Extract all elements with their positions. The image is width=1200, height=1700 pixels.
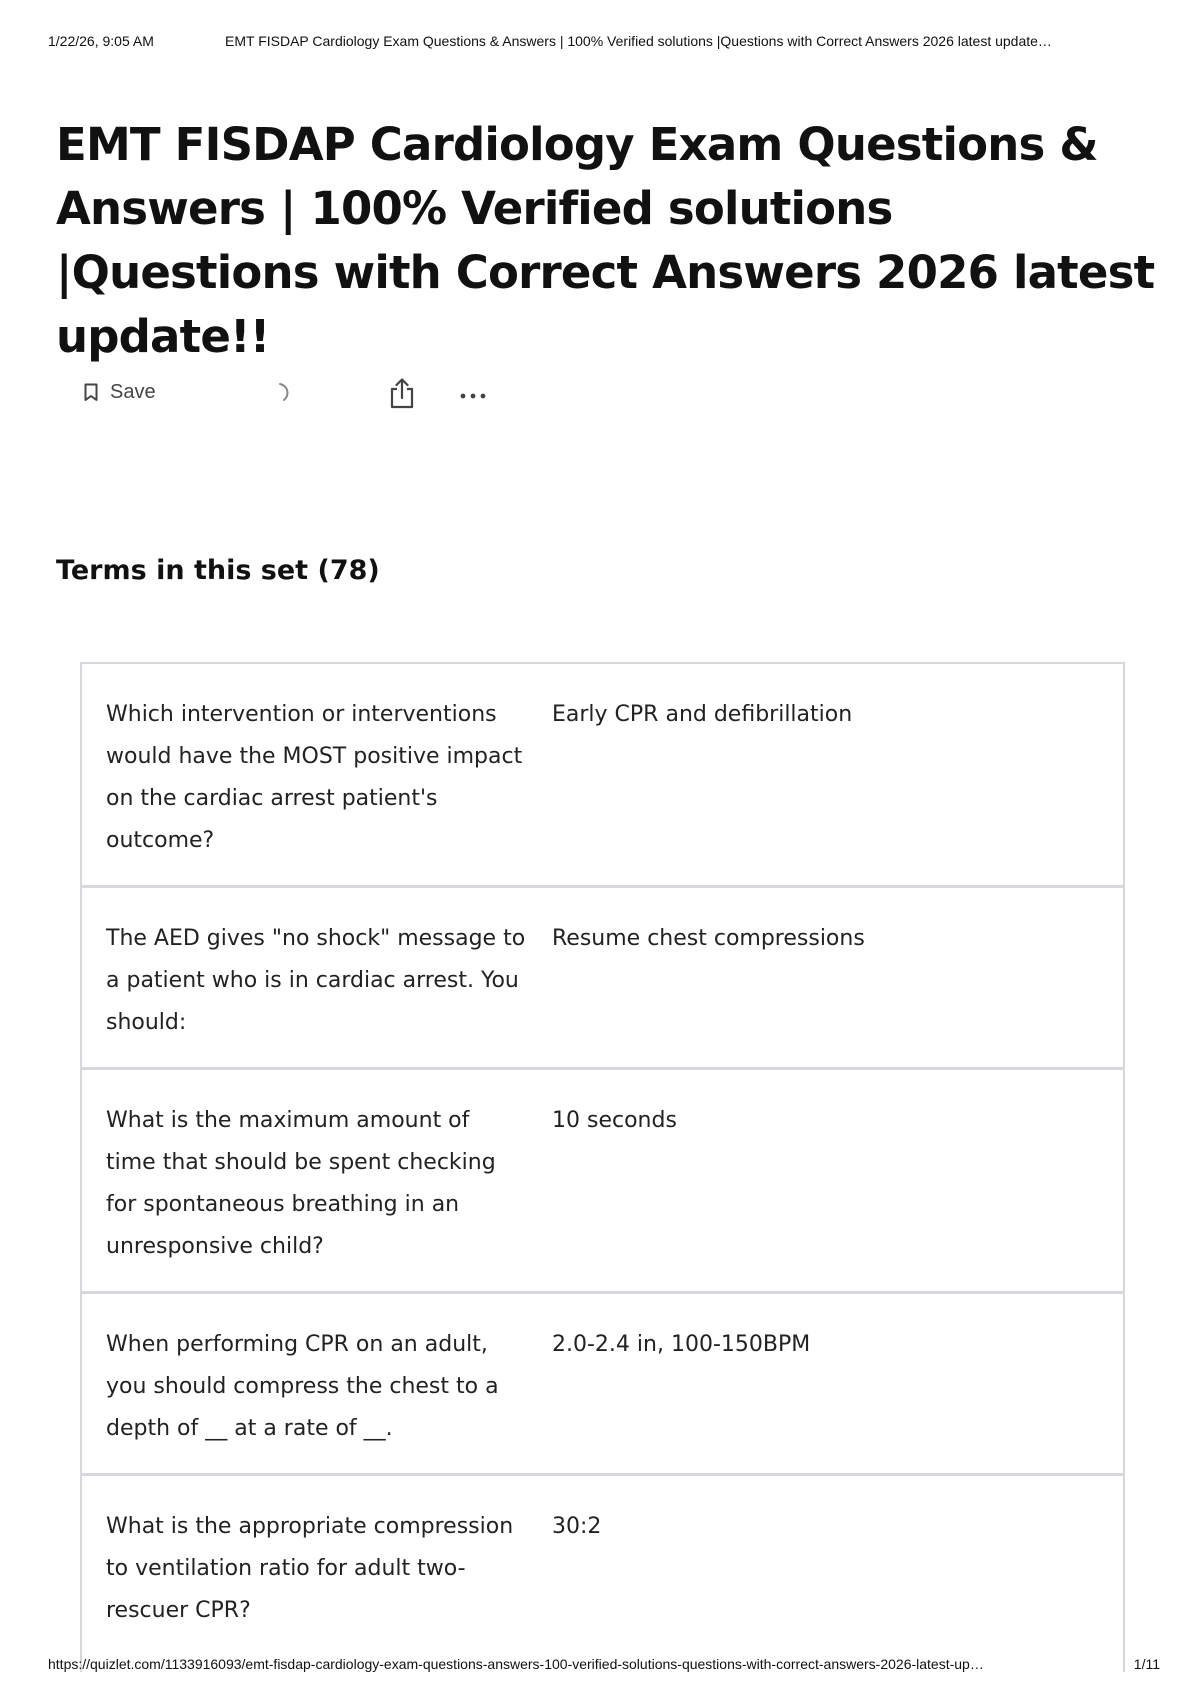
term-row (82, 1476, 1123, 1674)
page-title: EMT FISDAP Cardiology Exam Questions & Answers | 100% Verified solutions |Questions with Correct Answers 2026 latest update!! (56, 118, 1155, 363)
print-datetime: 1/22/26, 9:05 AM (48, 33, 154, 49)
print-footer (48, 1656, 1160, 1676)
more-options-icon[interactable] (459, 387, 487, 405)
save-label: Save (110, 381, 156, 403)
term-row (82, 1070, 1123, 1294)
term-question: What is the maximum amount of time that should be spent checking for spontaneous breathing in an unresponsive child? (106, 1108, 496, 1259)
share-icon[interactable] (389, 377, 415, 414)
term-row (82, 888, 1123, 1070)
terms-list (80, 662, 1125, 1672)
set-toolbar (84, 377, 504, 417)
term-question: The AED gives "no shock" message to a patient who is in cardiac arrest. You should: (106, 926, 526, 1035)
term-row (82, 1294, 1123, 1476)
spinner-icon (270, 381, 294, 410)
term-answer: 10 seconds (552, 1108, 677, 1133)
terms-heading: Terms in this set (78) (56, 555, 380, 586)
term-answer: 30:2 (552, 1514, 602, 1539)
print-doc-title: EMT FISDAP Cardiology Exam Questions & Answers | 100% Verified solutions |Questions with Correct Answers 2026 latest update… (225, 33, 1052, 49)
term-row (82, 664, 1123, 888)
term-answer: 2.0-2.4 in, 100-150BPM (552, 1332, 811, 1357)
term-question: When performing CPR on an adult, you should compress the chest to a depth of __ at a rate of __. (106, 1332, 499, 1441)
save-button[interactable] (84, 381, 156, 404)
term-answer: Early CPR and defibrillation (552, 702, 853, 727)
print-header (48, 33, 1160, 53)
print-url: https://quizlet.com/1133916093/emt-fisdap-cardiology-exam-questions-answers-100-verified-solutions-questions-with-correct-answers-2026-latest-up… (48, 1656, 984, 1672)
term-question: What is the appropriate compression to ventilation ratio for adult two-rescuer CPR? (106, 1514, 514, 1623)
term-question: Which intervention or interventions would have the MOST positive impact on the cardiac arrest patient's outcome? (106, 702, 523, 853)
page-number: 1/11 (1133, 1656, 1160, 1672)
term-answer: Resume chest compressions (552, 926, 865, 951)
bookmark-icon (84, 383, 98, 402)
